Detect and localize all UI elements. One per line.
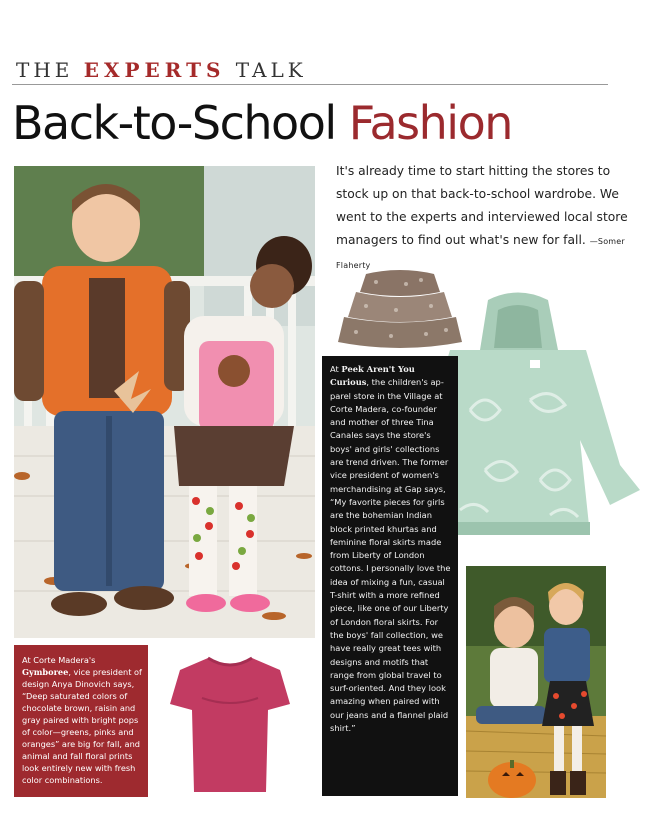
gymboree-box [14,645,148,797]
intro-text: It's already time to start hitting the stores to stock up on that back-to-school wardrobe. We went to the experts and interviewed local store managers to find out what's new for fall. [336,164,628,247]
header-rule [12,84,608,85]
intro-paragraph [336,160,636,277]
girls-haybale-photo [466,566,606,798]
title-accent: Fashion [348,96,512,150]
section-label-emphasis: EXPERTS [83,58,226,82]
peek-article-box [322,356,458,796]
section-label [16,58,307,82]
section-label-pre: THE [16,58,74,82]
byline: —Somer Flaherty [336,237,625,270]
pink-tee-photo [168,652,292,798]
page-title [12,98,512,149]
gymboree-body: , vice president of design Anya Dinovich says, “Deep saturated colors of chocolate brown, raisin and gray paired with bright pops of color—greens, pinks and oranges” are big for fall, and animal and fall floral prints look entirely new with fresh color combinations. [22,667,142,785]
article-body: , the children's ap-parel store in the Village at Corte Madera, co-founder and mother of three Tina Canales says the store's boys' and girls' collections are trend driven. The former vice president of women's merchandising at Gap says, “My favorite pieces for girls are the bohemian Indian block printed khurtas and feminine floral skirts made from Liberty of London cottons. I personally love the idea of mixing a fun, casual T-shirt with a more refined piece, like one of our Liberty of London floral skirts. For the boys' fall collection, we have really great tees with designs and motifs that range from global travel to surf-oriented. And they look amazing when paired with our jeans and a flannel plaid shirt.” [330,377,451,734]
gymboree-store-name: Gymboree [22,667,69,677]
kids-porch-photo [14,166,315,638]
section-label-post: TALK [235,58,307,82]
title-main: Back-to-School [12,96,349,150]
article-store-name: Peek Aren't You Curious [330,364,415,388]
article-lead: At [330,364,342,374]
gymboree-lead: At Corte Madera's [22,655,96,665]
